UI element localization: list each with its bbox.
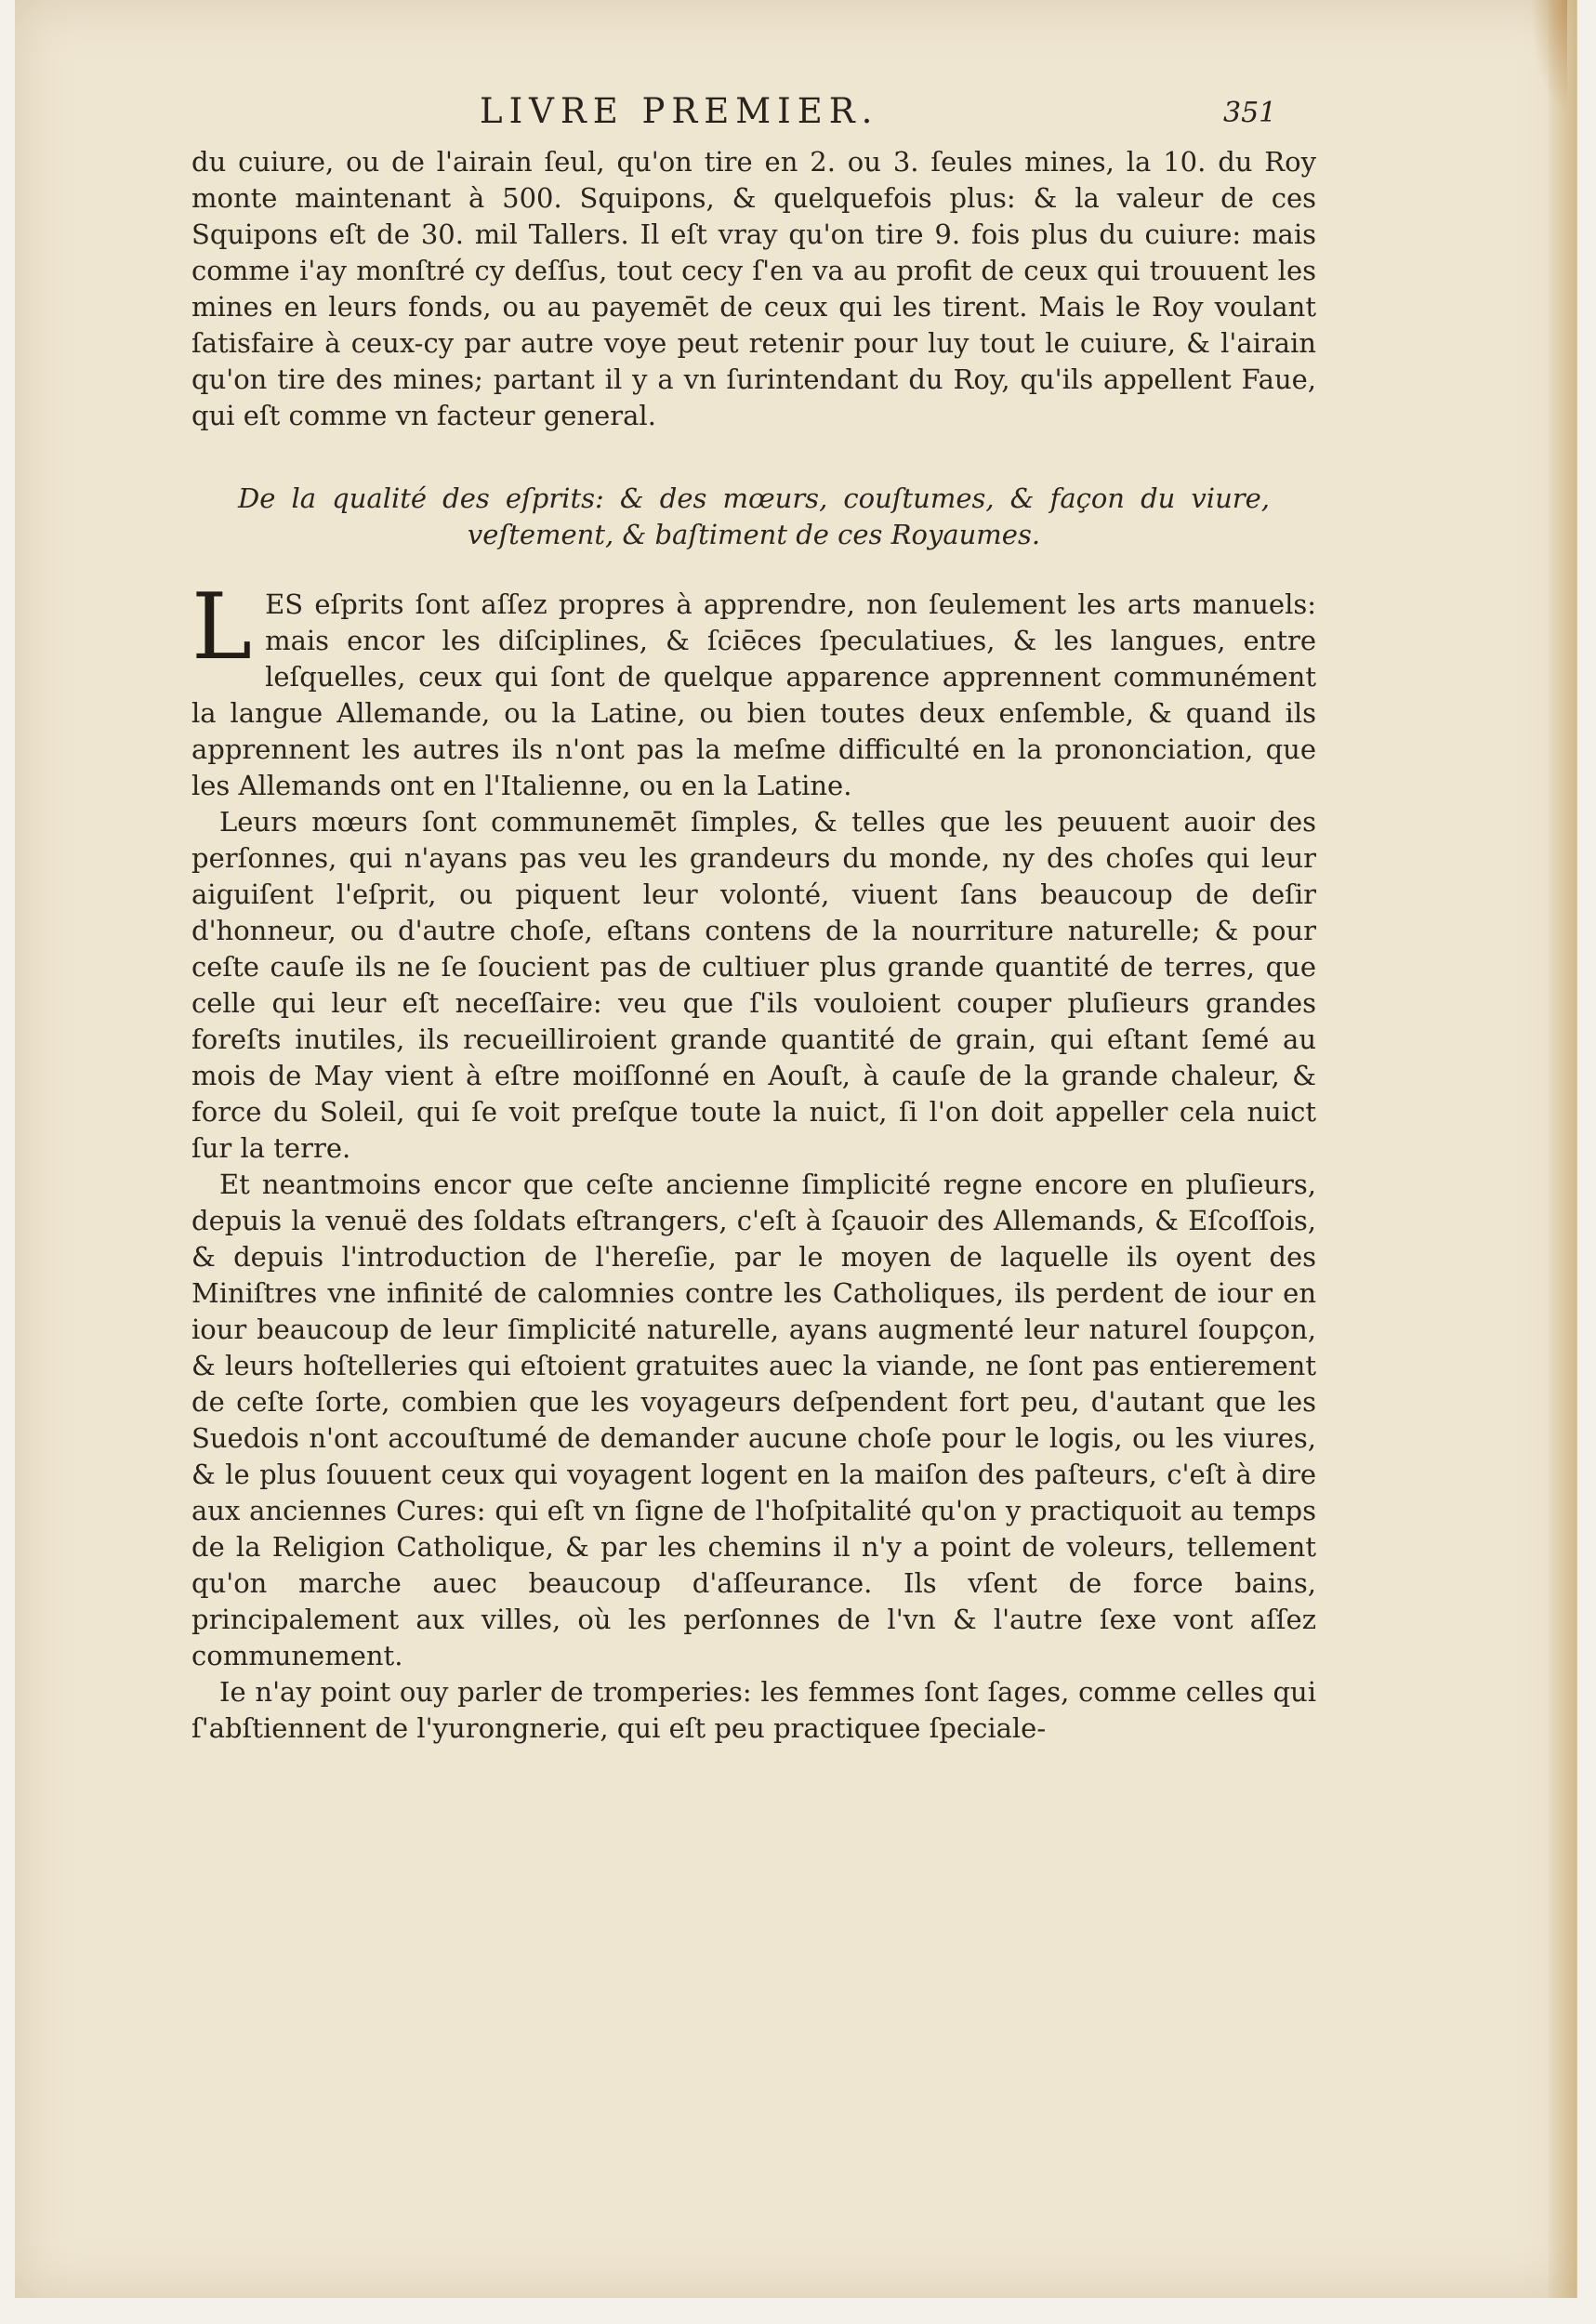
page-number: 351	[1223, 97, 1277, 129]
book-page	[15, 0, 1577, 2298]
page-edge-shadow	[1549, 0, 1576, 2298]
running-head: LIVRE PREMIER.	[480, 91, 879, 131]
paragraph-opening-text: ES eſprits ſont aſſez propres à apprendre, non ſeulement les arts manuels: mais encor les diſciplines, & ſciēces ſpeculatiues, & les langues, entre leſquelles, ceux qui ſont de quelque apparence apprennent communément la langue Allemande, ou la Latine, ou bien toutes deux enſemble, & quand ils apprennent les autres ils n'ont pas la meſme difficulté en la prononciation, que les Allemands ont en l'Italienne, ou en la Latine.	[191, 588, 1316, 801]
paragraph-tromperies: Ie n'ay point ouy parler de tromperies: les femmes ſont ſages, comme celles qui ſ'abſtiennent de l'yurongnerie, qui eſt peu practiquee ſpeciale-	[191, 1676, 1316, 1744]
text-block	[191, 144, 1316, 1747]
paragraph-continuation: du cuiure, ou de l'airain ſeul, qu'on tire en 2. ou 3. ſeules mines, la 10. du Roy monte maintenant à 500. Squipons, & quelquefois plus: & la valeur de ces Squipons eſt de 30. mil Tallers. Il eſt vray qu'on tire 9. fois plus du cuiure: mais comme i'ay monſtré cy deſſus, tout cecy ſ'en va au profit de ceux qui trouuent les mines en leurs fonds, ou au payemēt de ceux qui les tirent. Mais le Roy voulant ſatisfaire à ceux-cy par autre voye peut retenir pour luy tout le cuiure, & l'airain qu'on tire des mines; partant il y a vn ſurintendant du Roy, qu'ils appellent Faue, qui eſt comme vn facteur general.	[191, 146, 1316, 431]
page-header	[15, 91, 1576, 139]
chapter-title: De la qualité des eſprits: & des mœurs, couſtumes, & façon du viure, veſtement, & baſtiment de ces Royaumes.	[238, 482, 1270, 550]
drop-cap-initial: L	[191, 574, 253, 680]
paragraph-opening	[191, 574, 1316, 804]
paragraph-simplicite: Et neantmoins encor que ceſte ancienne ſimplicité regne encore en pluſieurs, depuis la venuë des ſoldats eſtrangers, c'eſt à ſçauoir des Allemands, & Eſcoſſois, & depuis l'introduction de l'hereſie, par le moyen de laquelle ils oyent des Miniſtres vne infinité de calomnies contre les Catholiques, ils perdent de iour en iour beaucoup de leur ſimplicité naturelle, ayans augmenté leur naturel ſoupçon, & leurs hoſtelleries qui eſtoient gratuites auec la viande, ne ſont pas entierement de ceſte ſorte, combien que les voyageurs deſpendent fort peu, d'autant que les Suedois n'ont accouſtumé de demander aucune choſe pour le logis, ou les viures, & le plus ſouuent ceux qui voyagent logent en la maiſon des paſteurs, c'eſt à dire aux anciennes Cures: qui eſt vn ſigne de l'hoſpitalité qu'on y practiquoit au temps de la Religion Catholique, & par les chemins il n'y a point de voleurs, tellement qu'on marche auec beaucoup d'aſſeurance. Ils vſent de force bains, principalement aux villes, où les perſonnes de l'vn & l'autre ſexe vont aſſez communement.	[191, 1169, 1316, 1671]
paragraph-mœurs: Leurs mœurs ſont communemēt ſimples, & telles que les peuuent auoir des perſonnes, qui n'ayans pas veu les grandeurs du monde, ny des choſes qui leur aiguiſent l'eſprit, ou piquent leur volonté, viuent ſans beaucoup de deſir d'honneur, ou d'autre choſe, eſtans contens de la nourriture naturelle; & pour ceſte cauſe ils ne ſe ſoucient pas de cultiuer plus grande quantité de terres, que celle qui leur eſt neceſſaire: veu que ſ'ils vouloient couper pluſieurs grandes foreſts inutiles, ils recueilliroient grande quantité de grain, qui eſtant ſemé au mois de May vient à eſtre moiſſonné en Aouſt, à cauſe de la grande chaleur, & force du Soleil, qui ſe voit preſque toute la nuict, ſi l'on doit appeller cela nuict ſur la terre.	[191, 806, 1316, 1164]
